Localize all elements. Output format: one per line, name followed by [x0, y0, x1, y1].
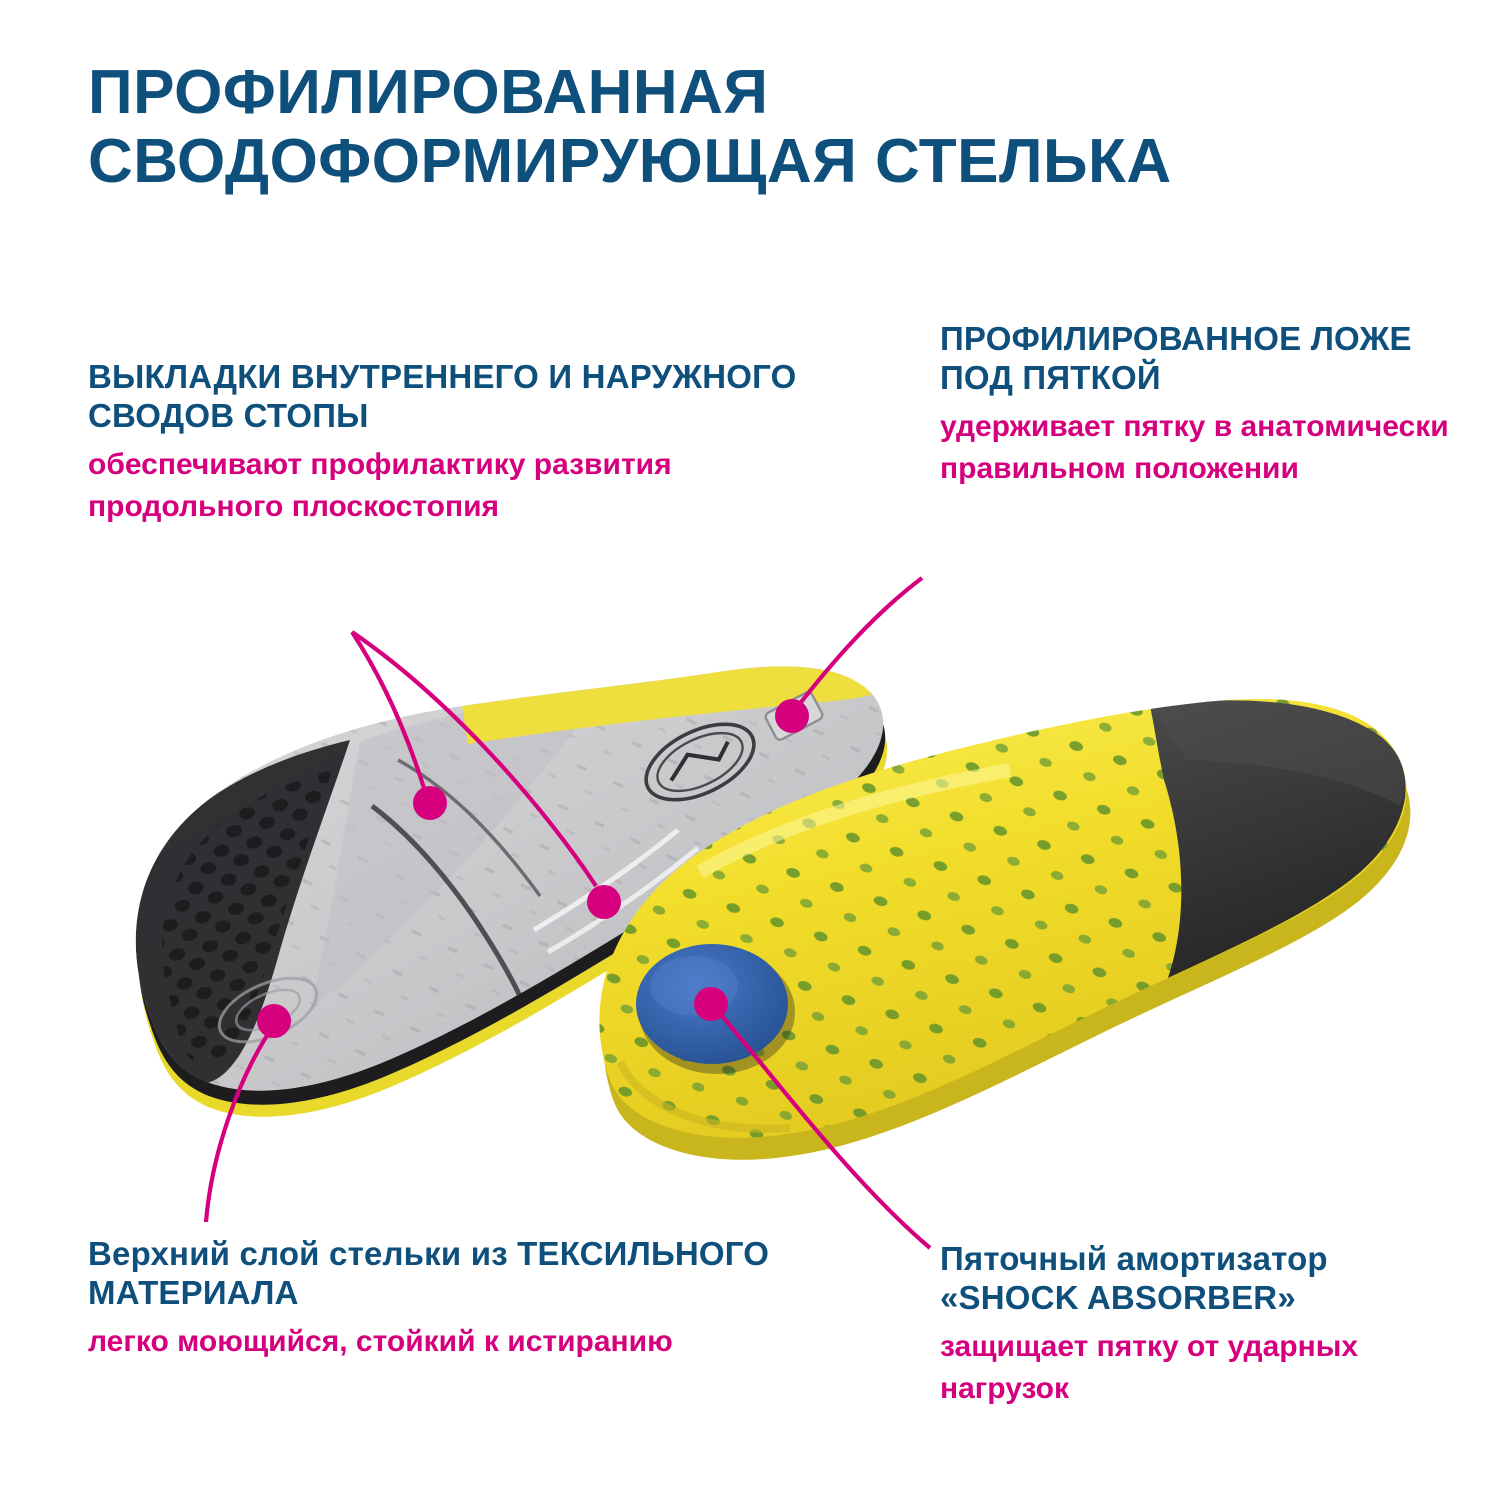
callout-shock-absorber — [940, 1240, 1460, 1411]
marker-dot-heel-bed — [775, 699, 809, 733]
callout-heel-bed-subtext: удерживает пятку в анатомически правильном положении — [940, 409, 1449, 486]
callout-arches-heading: ВЫКЛАДКИ ВНУТРЕННЕГО И НАРУЖНОГО СВОДОВ СТОПЫ — [88, 358, 797, 434]
callout-textile-subtext: легко моющийся, стойкий к истиранию — [88, 1324, 673, 1358]
marker-dot-arch-inner — [413, 786, 447, 820]
callout-arches-subtext: обеспечивают профилактику развития продольного плоскостопия — [88, 447, 672, 524]
marker-dot-textile — [257, 1004, 291, 1038]
marker-dot-arch-outer — [587, 885, 621, 919]
callout-heel-bed — [940, 320, 1460, 491]
page-title: ПРОФИЛИРОВАННАЯ СВОДОФОРМИРУЮЩАЯ СТЕЛЬКА — [88, 58, 1172, 197]
callout-shock-absorber-heading: Пяточный амортизатор «SHOCK ABSORBER» — [940, 1240, 1328, 1316]
callout-shock-absorber-subtext: защищает пятку от ударных нагрузок — [940, 1329, 1359, 1406]
callout-arches — [88, 358, 858, 529]
callout-textile-heading: Верхний слой стельки из ТЕКСИЛЬНОГО МАТЕРИАЛА — [88, 1235, 770, 1311]
marker-dot-shock-absorber — [694, 987, 728, 1021]
callout-heel-bed-heading: ПРОФИЛИРОВАННОЕ ЛОЖЕ ПОД ПЯТКОЙ — [940, 320, 1412, 396]
callout-textile — [88, 1235, 788, 1363]
